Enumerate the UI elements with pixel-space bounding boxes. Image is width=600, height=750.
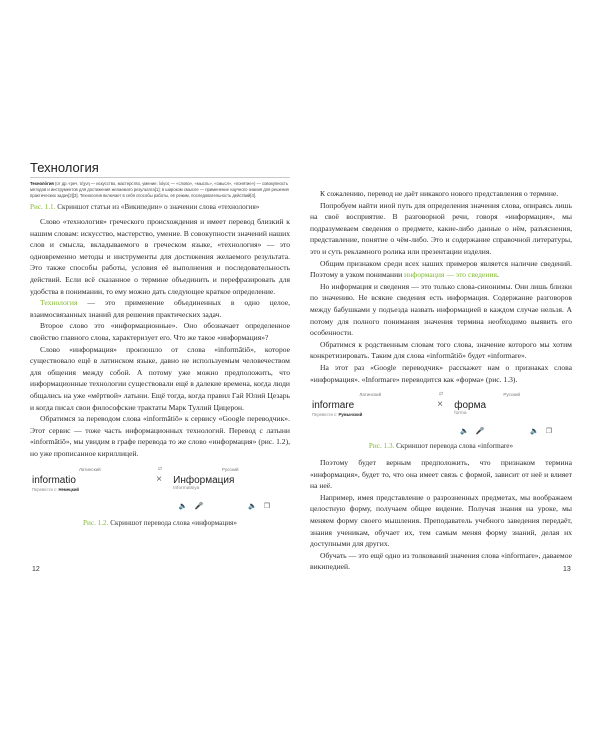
source-panel (310, 398, 430, 417)
page-number-left: 12 (32, 566, 40, 573)
body-paragraph: На этот раз «Google переводчик» расскажет нам о признаках слова «информация». «Informare» переводится как «форма» (рис. 1.3). (310, 362, 572, 384)
highlight-definition: информация — это сведения (404, 270, 498, 280)
microphone-icon: 🎤 (194, 503, 204, 511)
definition-term: Технология (40, 298, 78, 308)
body-paragraph: К сожалению, перевод не даёт никакого нового представления о термине. (320, 189, 559, 198)
body-paragraph: Например, имея представление о разрозненных предметах, мы воображаем целостную форму, получаем общее видение. Получая знания на уроке, мы меняем форму своего мышления. Преподаватель учебного заведения передаёт, знания ученикам, обучает их, тем самым меняя форму знаний, делая их доступными для других. (310, 492, 572, 549)
detect-language-hint: Перевести с: Румынский (312, 412, 363, 418)
figure-caption-1-3 (310, 441, 572, 451)
definition-text: — это применение объединенных в одно целое, взаимосвязанных знаний для решения практических задач. (30, 298, 290, 319)
body-paragraph: Обратимся к родственным словам того слова, значение которого мы хотим конкретизировать. Таким для слова «informātiō» будет «informare». (310, 339, 572, 361)
body-paragraph: Слово «технология» греческого происхождения и имеет перевод близкий к нашим словам: искусство, мастерство, умение. В совокупности значений наших слов и смысла, вкладываемого в греческом языке, «технология» — это одновременно методы и инструменты для достижения желаемого результата. Это также способы работы, условия её выполнения и последовательность действий. Если всё сказанное о термине объединить и перефразировать для удобства в понимании, то ему можно дать следующее краткое определение. (30, 217, 290, 296)
target-word: Информация (173, 475, 235, 487)
transliteration: forma (454, 411, 467, 417)
target-panel (169, 473, 290, 492)
target-tools (530, 427, 552, 435)
figure-caption-text: Скриншот перевода слова «informare» (396, 442, 514, 451)
page-number-right: 13 (563, 566, 571, 573)
body-paragraph: Но информация и сведения — это только слова-синонимы. Они лишь близки по значению. Не всякие сведения есть информация. Содержание разговоров между бабушками у подъезда назвать информацией в каждом случае нельзя. А потому для полного понимания значения термина необходимо выявить его особенности. (310, 281, 572, 338)
target-language-label: Русский (503, 391, 521, 397)
body-paragraph: Поэтому будет верным предположить, что признаком термина «информация», будет то, что она имеет связь с формой, зависит от неё и влияет на неё. (310, 458, 572, 491)
figure-caption-1-2 (30, 518, 290, 528)
figure-label: Рис. 1.1. (30, 203, 56, 211)
translator-toolbar (310, 427, 572, 435)
body-paragraph: Обучать — это ещё одно из толкований значения слова «informare», даваемое википедией. (310, 550, 572, 572)
body-paragraph: Обратимся за переводом слова «informātiō» к сервису «Google переводчик». Этот сервис — тоже часть информационных технологий. Перевод с латыни «informātiō», мы увидим в графе перевода то же слово «информация» (рис. 1.2), но уже прописанное кириллицей. (30, 414, 290, 458)
source-word: informatio (32, 475, 76, 487)
source-language-label: Латинский (359, 391, 382, 397)
definition-paragraph (30, 297, 290, 320)
figure-caption-1-1 (30, 202, 290, 212)
wiki-screenshot (30, 160, 290, 199)
figure-caption-text: Скриншот статьи из «Википедии» о значении слова «технология» (57, 203, 260, 211)
wiki-article-title: Технология (30, 160, 290, 178)
speaker-icon: 🔈 (178, 503, 188, 511)
body-paragraph: Слово «информация» произошло от слова «informātiō», которое существовало ещё в латинском языке, давно не используемым человечеством для общения между собой. А потому уже можно предположить, что информационные технологии существовали ещё в далекие времена, когда люди общались на уже «мёртвой» латыни. Ещё тогда, когда правил Гай Юлий Цезарь и когда писал свои философские трактаты Марк Туллий Цицерон. (30, 344, 290, 412)
figure-label: Рис. 1.2. (83, 519, 109, 528)
translator-header (30, 465, 290, 473)
target-panel (450, 398, 572, 417)
wiki-term: Техноло́гия (30, 181, 54, 186)
body-paragraph: Второе слово это «информационные». Оно обозначает определенное свойство главного слова, характеризует его. Что же такое «информация»? (30, 321, 290, 342)
source-word: informare (312, 400, 355, 412)
translator-screenshot (310, 390, 572, 435)
microphone-icon: 🎤 (475, 428, 485, 436)
translator-header (310, 390, 572, 398)
right-page (310, 160, 572, 580)
target-tools (248, 502, 270, 510)
speaker-icon: 🔈 (529, 428, 539, 436)
translator-body (310, 398, 572, 417)
translator-screenshot (30, 465, 290, 510)
copy-icon: ❐ (545, 428, 552, 436)
close-icon: × (156, 474, 162, 486)
transliteration: Informatsiya (173, 486, 200, 492)
translator-body (30, 473, 290, 492)
body-paragraph: Общим признаком среди всех наших примеров является наличие сведений. Поэтому в узком понимании информация — это сведения. (310, 258, 572, 280)
source-language-label: Латинский (78, 466, 101, 472)
swap-languages-icon: ⇄ (157, 466, 163, 473)
speaker-icon: 🔈 (248, 503, 257, 511)
target-word: форма (454, 400, 487, 412)
translator-toolbar (30, 502, 290, 510)
source-panel (30, 473, 149, 492)
left-page (30, 160, 290, 580)
swap-languages-icon: ⇄ (438, 391, 444, 398)
wiki-definition: (от др.-греч. τέχνη — искусство, мастерство, умение; λόγος — «слово», «мысль», «смысл», «понятие») — совокупность методов и инструментов для достижения желаемого результата[1]; в широком смысле — применение научного знания для решения практических задач[2][3]. Технология включает в себя способы работы, её режим, последовательность действий[4]. (30, 181, 289, 198)
target-language-label: Русский (221, 466, 239, 472)
copy-icon: ❐ (263, 503, 270, 511)
source-tools (460, 427, 484, 435)
wiki-article-text (30, 181, 290, 199)
close-icon: × (437, 399, 443, 411)
source-tools (179, 502, 203, 510)
figure-caption-text: Скриншот перевода слова «информация» (110, 519, 237, 528)
speaker-icon: 🔈 (460, 428, 469, 436)
body-paragraph: Попробуем найти иной путь для определения значения слова, опираясь лишь на своё восприятие. В разговорной речи, говоря «информация», мы подразумеваем сведения о предмете, какие-либо данные о нём, разъяснения, представление, понятие о чём-либо. Это и содержание справочной литературы, это и суть рекламного ролика или презентации изделия. (310, 200, 572, 256)
detect-language-hint: Перевести с: Немецкий (32, 487, 79, 493)
figure-label: Рис. 1.3. (368, 442, 395, 451)
